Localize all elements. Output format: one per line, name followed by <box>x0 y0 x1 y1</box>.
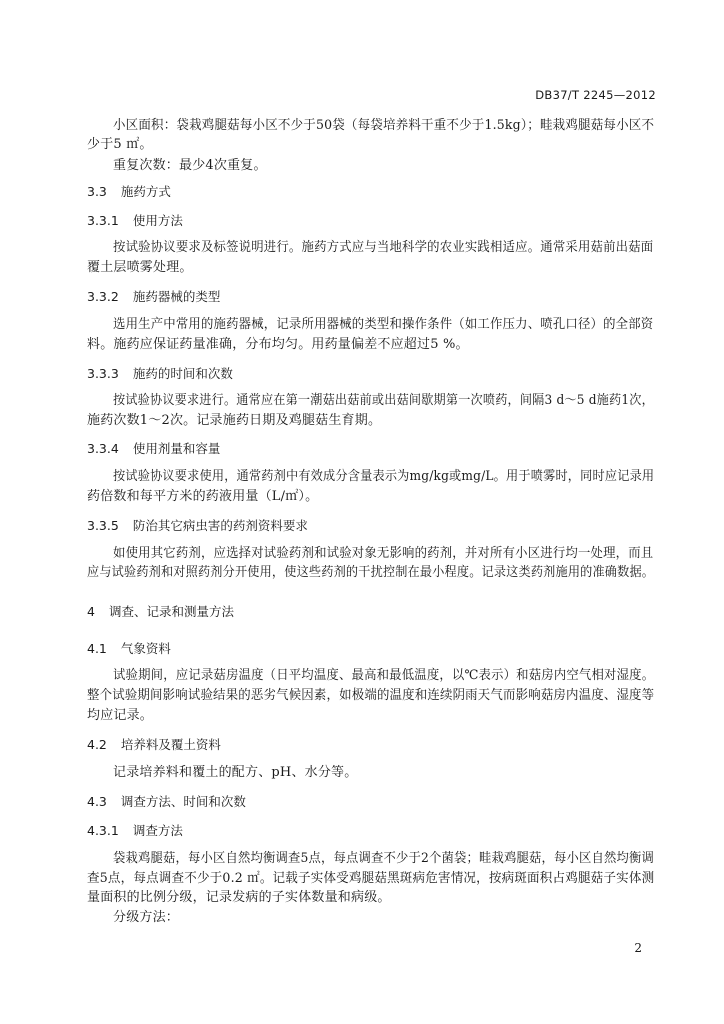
body-line: 重复次数：最少4次重复。 <box>113 158 267 173</box>
body-line: 分级方法： <box>113 910 180 925</box>
section-heading <box>87 737 221 753</box>
section-title: 施药的时间和次数 <box>132 366 233 381</box>
section-number: 3.3.1 <box>87 213 119 228</box>
section-number: 4.3.1 <box>87 823 119 838</box>
body-line: 小区面积：袋栽鸡腿菇每小区不少于50袋（每袋培养料干重不少于1.5kg）；畦栽鸡腿菇每小区不 <box>113 118 655 133</box>
section-heading <box>87 366 233 382</box>
section-title: 调查方法 <box>132 823 183 838</box>
body-line: 试验期间，应记录菇房温度（日平均温度、最高和最低温度，以℃表示）和菇房内空气相对湿度。 <box>113 668 655 683</box>
section-title: 施药方式 <box>120 184 171 199</box>
section-heading <box>87 794 246 810</box>
body-line: 记录培养料和覆土的配方、pH、水分等。 <box>113 765 358 780</box>
body-line: 覆土层喷雾处理。 <box>87 260 193 275</box>
standard-code: DB37/T 2245—2012 <box>535 88 656 102</box>
section-title: 气象资料 <box>120 641 171 656</box>
section-number: 4 <box>87 604 95 619</box>
section-heading <box>87 289 220 305</box>
body-line: 料。施药应保证药量准确，分布均匀。用药量偏差不应超过5 %。 <box>87 337 469 352</box>
section-heading <box>87 184 171 200</box>
section-number: 4.3 <box>87 794 107 809</box>
section-heading <box>87 441 220 457</box>
section-title: 施药器械的类型 <box>132 289 221 304</box>
section-number: 3.3 <box>87 184 107 199</box>
body-line: 整个试验期间影响试验结果的恶劣气候因素，如极端的温度和连续阴雨天气而影响菇房内温度、湿度等 <box>87 688 655 703</box>
section-number: 4.1 <box>87 641 107 656</box>
section-number: 3.3.4 <box>87 441 119 456</box>
section-title: 调查方法、时间和次数 <box>120 794 246 809</box>
section-number: 3.3.2 <box>87 289 119 304</box>
body-line: 查5点，每点调查不少于0.2 ㎡。记载子实体受鸡腿菇黑斑病危害情况，按病斑面积占鸡腿菇子实体测 <box>87 871 655 886</box>
body-line: 按试验协议要求及标签说明进行。施药方式应与当地科学的农业实践相适应。通常采用菇前出菇面 <box>113 240 654 255</box>
section-number: 3.3.5 <box>87 518 119 533</box>
body-line: 选用生产中常用的施药器械，记录所用器械的类型和操作条件（如工作压力、喷孔口径）的全部资 <box>113 317 654 332</box>
section-title: 使用剂量和容量 <box>132 441 221 456</box>
section-title: 调查、记录和测量方法 <box>108 604 234 619</box>
section-number: 3.3.3 <box>87 366 119 381</box>
body-line: 少于5 ㎡。 <box>87 137 153 152</box>
body-line: 按试验协议要求进行。通常应在第一潮菇出菇前或出菇间歇期第一次喷药，间隔3 d～5 d施药1次， <box>113 393 654 408</box>
section-title: 培养料及覆土资料 <box>120 737 221 752</box>
body-line: 应与试验药剂和对照药剂分开使用，使这些药剂的干扰控制在最小程度。记录这类药剂施用的准确数据。 <box>87 565 655 580</box>
body-line: 袋栽鸡腿菇，每小区自然均衡调查5点，每点调查不少于2个菌袋；畦栽鸡腿菇，每小区自然均衡调 <box>113 851 655 866</box>
body-line: 如使用其它药剂，应选择对试验药剂和试验对象无影响的药剂，并对所有小区进行均一处理，而且 <box>113 546 654 561</box>
body-line: 施药次数1～2次。记录施药日期及鸡腿菇生育期。 <box>87 413 382 428</box>
section-heading <box>87 823 183 839</box>
section-title: 防治其它病虫害的药剂资料要求 <box>132 518 308 533</box>
section-heading <box>87 518 308 534</box>
section-number: 4.2 <box>87 737 107 752</box>
section-heading <box>87 604 234 620</box>
body-line: 药倍数和每平方米的药液用量（L/㎡）。 <box>87 489 319 504</box>
section-heading <box>87 641 171 657</box>
page-number: 2 <box>634 941 642 955</box>
body-line: 量面积的比例分级，记录发病的子实体数量和病级。 <box>87 890 391 905</box>
section-heading <box>87 213 183 229</box>
body-line: 按试验协议要求使用，通常药剂中有效成分含量表示为mg/kg或mg/L。用于喷雾时，同时应记录用 <box>113 469 655 484</box>
body-line: 均应记录。 <box>87 708 154 723</box>
section-title: 使用方法 <box>132 213 183 228</box>
